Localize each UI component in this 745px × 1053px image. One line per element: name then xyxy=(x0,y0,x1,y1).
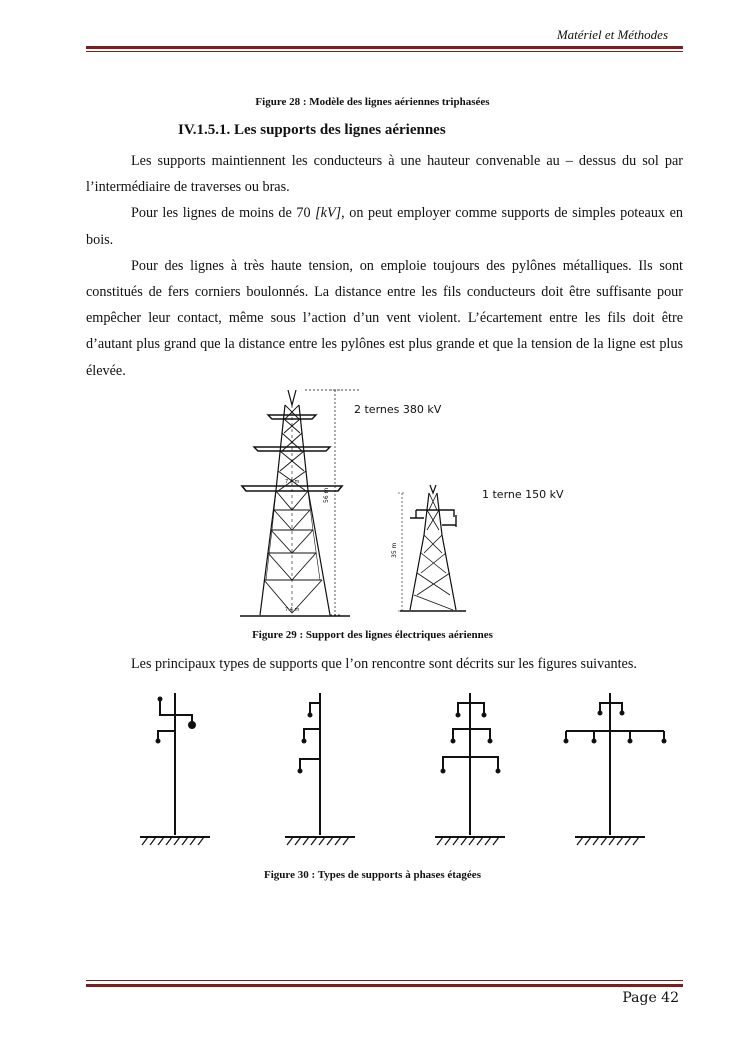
label-tower-small: 1 terne 150 kV xyxy=(482,488,564,501)
section-heading: IV.1.5.1. Les supports des lignes aériennes xyxy=(178,122,446,138)
header-title: Matériel et Méthodes xyxy=(556,27,668,42)
paragraph-4: Les principaux types de supports que l’on rencontre sont décrits sur les figures suivantes. xyxy=(131,656,637,672)
figure-30-caption: Figure 30 : Types de supports à phases étagées xyxy=(264,869,481,881)
support-type-1 xyxy=(140,693,210,845)
paragraph-2: Pour les lignes de moins de 70 [kV], on peut employer comme supports de simples poteaux en bois. xyxy=(86,205,683,248)
dim-crossarm: 7.4 m xyxy=(285,479,300,485)
footer-rule-thick xyxy=(86,984,683,987)
tower-150kv xyxy=(398,485,466,611)
dim-height-large: 56 m xyxy=(323,487,330,503)
unit-kv: [kV] xyxy=(315,205,342,222)
support-type-4 xyxy=(566,693,664,845)
page-number: Page 42 xyxy=(622,990,679,1006)
header-rule-thin xyxy=(86,51,683,52)
figure-29-towers xyxy=(230,385,590,620)
paragraph-1: Les supports maintiennent les conducteurs à une hauteur convenable au – dessus du sol par l’intermédiaire de traverses ou bras. xyxy=(86,153,683,196)
support-type-2 xyxy=(285,693,355,845)
label-tower-large: 2 ternes 380 kV xyxy=(354,403,442,416)
header-rule-thick xyxy=(86,46,683,49)
dim-height-small: 35 m xyxy=(391,542,398,558)
figure-28-caption: Figure 28 : Modèle des lignes aériennes triphasées xyxy=(255,96,490,108)
figure-30-supports xyxy=(130,685,675,860)
footer-rule-thin xyxy=(86,980,683,981)
figure-29-caption: Figure 29 : Support des lignes électriques aériennes xyxy=(252,629,493,641)
body-text xyxy=(86,148,683,384)
body-text-2 xyxy=(86,651,683,677)
tower-380kv xyxy=(240,390,360,616)
support-type-3 xyxy=(435,693,505,845)
dim-base: 7.4 m xyxy=(285,607,300,613)
paragraph-3: Pour des lignes à très haute tension, on emploie toujours des pylônes métalliques. Ils sont constitués de fers corniers boulonnés. La distance entre les fils conducteurs doit être suffisante pour empêcher leur contact, même sous l’action d’un vent violent. L’écartement entre les fils doit être d’autant plus grand que la distance entre les pylônes est plus grande et que la tension de la ligne est plus élevée. xyxy=(86,257,683,379)
